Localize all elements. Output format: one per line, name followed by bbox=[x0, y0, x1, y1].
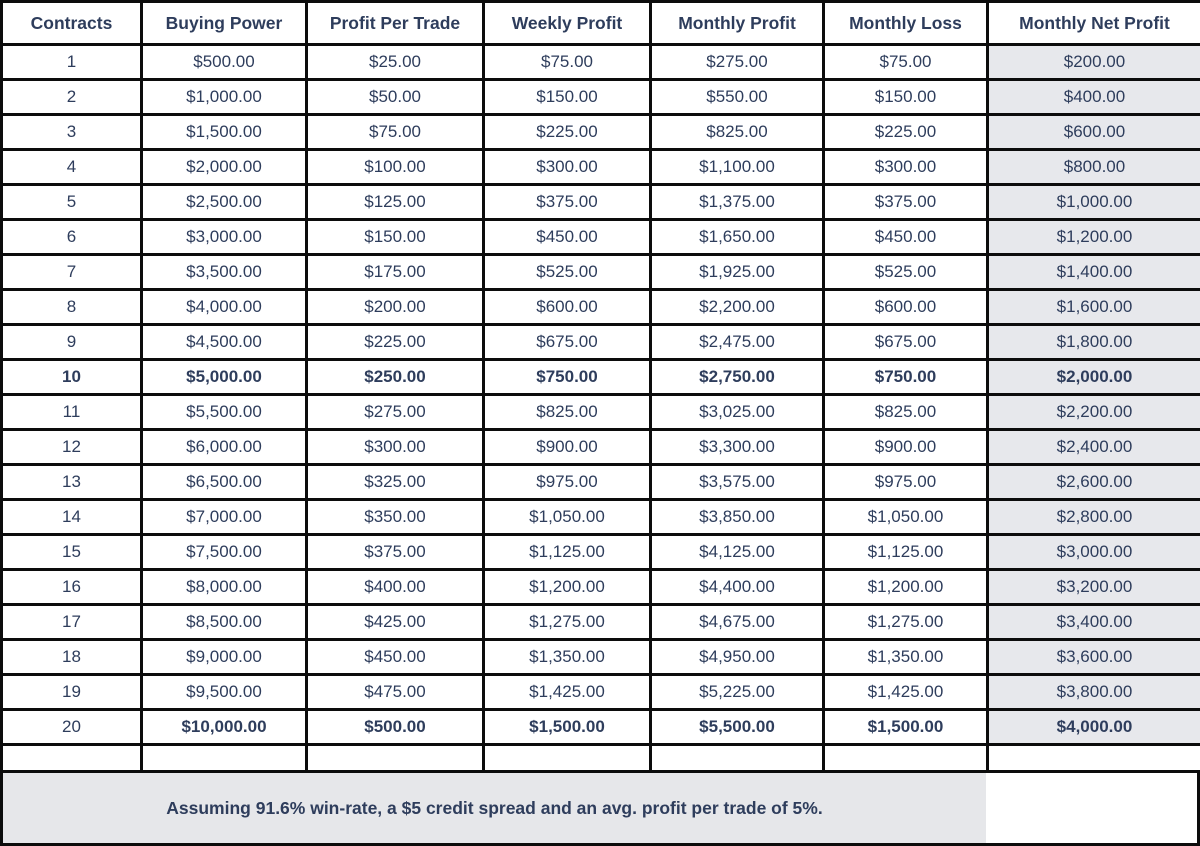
value-cell: $7,000.00 bbox=[142, 500, 307, 535]
value-cell: $225.00 bbox=[824, 115, 988, 150]
value-cell: $5,500.00 bbox=[651, 710, 824, 745]
value-cell: $1,050.00 bbox=[484, 500, 651, 535]
header-row bbox=[2, 2, 1200, 45]
value-cell: $1,275.00 bbox=[824, 605, 988, 640]
value-cell bbox=[651, 745, 824, 772]
value-cell: $975.00 bbox=[484, 465, 651, 500]
value-cell: $375.00 bbox=[484, 185, 651, 220]
value-cell: $825.00 bbox=[651, 115, 824, 150]
table-row bbox=[2, 570, 1200, 605]
value-cell: $2,500.00 bbox=[142, 185, 307, 220]
value-cell: $2,600.00 bbox=[988, 465, 1200, 500]
value-cell: $300.00 bbox=[307, 430, 484, 465]
table-row bbox=[2, 45, 1200, 80]
table-row bbox=[2, 395, 1200, 430]
value-cell: $1,125.00 bbox=[484, 535, 651, 570]
table-row bbox=[2, 115, 1200, 150]
contracts-cell: 18 bbox=[2, 640, 142, 675]
value-cell: $2,200.00 bbox=[651, 290, 824, 325]
value-cell: $3,000.00 bbox=[142, 220, 307, 255]
contracts-cell: 14 bbox=[2, 500, 142, 535]
contracts-cell: 5 bbox=[2, 185, 142, 220]
value-cell: $1,200.00 bbox=[484, 570, 651, 605]
value-cell: $375.00 bbox=[307, 535, 484, 570]
value-cell: $1,500.00 bbox=[824, 710, 988, 745]
value-cell: $325.00 bbox=[307, 465, 484, 500]
contracts-cell: 1 bbox=[2, 45, 142, 80]
value-cell: $3,500.00 bbox=[142, 255, 307, 290]
value-cell: $525.00 bbox=[484, 255, 651, 290]
value-cell: $4,500.00 bbox=[142, 325, 307, 360]
value-cell: $1,125.00 bbox=[824, 535, 988, 570]
value-cell: $800.00 bbox=[988, 150, 1200, 185]
value-cell: $200.00 bbox=[307, 290, 484, 325]
contracts-cell: 20 bbox=[2, 710, 142, 745]
value-cell: $375.00 bbox=[824, 185, 988, 220]
value-cell: $175.00 bbox=[307, 255, 484, 290]
value-cell: $1,425.00 bbox=[484, 675, 651, 710]
value-cell: $275.00 bbox=[307, 395, 484, 430]
value-cell: $1,275.00 bbox=[484, 605, 651, 640]
value-cell: $2,000.00 bbox=[142, 150, 307, 185]
contracts-cell: 7 bbox=[2, 255, 142, 290]
value-cell bbox=[142, 745, 307, 772]
value-cell: $2,750.00 bbox=[651, 360, 824, 395]
value-cell: $350.00 bbox=[307, 500, 484, 535]
value-cell: $3,300.00 bbox=[651, 430, 824, 465]
contracts-cell: 13 bbox=[2, 465, 142, 500]
value-cell: $825.00 bbox=[824, 395, 988, 430]
table-row bbox=[2, 220, 1200, 255]
value-cell: $825.00 bbox=[484, 395, 651, 430]
value-cell: $750.00 bbox=[484, 360, 651, 395]
value-cell: $500.00 bbox=[307, 710, 484, 745]
column-header: Monthly Net Profit bbox=[988, 2, 1200, 45]
value-cell: $1,425.00 bbox=[824, 675, 988, 710]
contracts-cell: 15 bbox=[2, 535, 142, 570]
value-cell: $4,950.00 bbox=[651, 640, 824, 675]
footer-row bbox=[0, 773, 1200, 846]
value-cell: $75.00 bbox=[824, 45, 988, 80]
column-header: Contracts bbox=[2, 2, 142, 45]
table-row bbox=[2, 605, 1200, 640]
value-cell: $900.00 bbox=[484, 430, 651, 465]
value-cell: $8,500.00 bbox=[142, 605, 307, 640]
value-cell: $5,500.00 bbox=[142, 395, 307, 430]
contracts-cell: 8 bbox=[2, 290, 142, 325]
value-cell: $2,475.00 bbox=[651, 325, 824, 360]
contracts-cell: 6 bbox=[2, 220, 142, 255]
value-cell: $3,850.00 bbox=[651, 500, 824, 535]
contracts-cell: 3 bbox=[2, 115, 142, 150]
value-cell: $2,800.00 bbox=[988, 500, 1200, 535]
table-row bbox=[2, 360, 1200, 395]
value-cell: $675.00 bbox=[484, 325, 651, 360]
value-cell: $1,800.00 bbox=[988, 325, 1200, 360]
value-cell bbox=[307, 745, 484, 772]
value-cell: $1,200.00 bbox=[988, 220, 1200, 255]
value-cell: $5,225.00 bbox=[651, 675, 824, 710]
value-cell: $275.00 bbox=[651, 45, 824, 80]
contracts-cell: 19 bbox=[2, 675, 142, 710]
value-cell: $75.00 bbox=[484, 45, 651, 80]
value-cell: $1,600.00 bbox=[988, 290, 1200, 325]
value-cell: $200.00 bbox=[988, 45, 1200, 80]
value-cell bbox=[484, 745, 651, 772]
value-cell: $600.00 bbox=[988, 115, 1200, 150]
value-cell: $600.00 bbox=[484, 290, 651, 325]
value-cell: $8,000.00 bbox=[142, 570, 307, 605]
value-cell: $150.00 bbox=[824, 80, 988, 115]
table-row bbox=[2, 535, 1200, 570]
contracts-cell: 9 bbox=[2, 325, 142, 360]
value-cell: $300.00 bbox=[824, 150, 988, 185]
footer-blank-cell bbox=[986, 773, 1197, 843]
value-cell: $3,000.00 bbox=[988, 535, 1200, 570]
value-cell: $2,200.00 bbox=[988, 395, 1200, 430]
value-cell: $1,100.00 bbox=[651, 150, 824, 185]
column-header: Profit Per Trade bbox=[307, 2, 484, 45]
footnote-cell bbox=[3, 773, 986, 843]
value-cell: $425.00 bbox=[307, 605, 484, 640]
value-cell: $300.00 bbox=[484, 150, 651, 185]
value-cell: $550.00 bbox=[651, 80, 824, 115]
value-cell: $25.00 bbox=[307, 45, 484, 80]
value-cell: $1,925.00 bbox=[651, 255, 824, 290]
spacer-row bbox=[2, 745, 1200, 772]
table-row bbox=[2, 640, 1200, 675]
value-cell: $500.00 bbox=[142, 45, 307, 80]
value-cell: $1,200.00 bbox=[824, 570, 988, 605]
value-cell: $3,800.00 bbox=[988, 675, 1200, 710]
value-cell: $1,500.00 bbox=[142, 115, 307, 150]
contracts-cell: 11 bbox=[2, 395, 142, 430]
table-row bbox=[2, 255, 1200, 290]
value-cell: $4,000.00 bbox=[988, 710, 1200, 745]
value-cell: $5,000.00 bbox=[142, 360, 307, 395]
column-header: Buying Power bbox=[142, 2, 307, 45]
table-row bbox=[2, 675, 1200, 710]
contracts-cell: 10 bbox=[2, 360, 142, 395]
value-cell: $1,650.00 bbox=[651, 220, 824, 255]
table-row bbox=[2, 80, 1200, 115]
value-cell: $250.00 bbox=[307, 360, 484, 395]
value-cell: $125.00 bbox=[307, 185, 484, 220]
table-row bbox=[2, 710, 1200, 745]
value-cell: $1,400.00 bbox=[988, 255, 1200, 290]
table-body bbox=[2, 45, 1200, 772]
value-cell: $225.00 bbox=[307, 325, 484, 360]
value-cell: $225.00 bbox=[484, 115, 651, 150]
value-cell: $9,000.00 bbox=[142, 640, 307, 675]
value-cell: $7,500.00 bbox=[142, 535, 307, 570]
value-cell: $475.00 bbox=[307, 675, 484, 710]
value-cell: $675.00 bbox=[824, 325, 988, 360]
value-cell: $450.00 bbox=[307, 640, 484, 675]
footnote-text: Assuming 91.6% win-rate, a $5 credit spread and an avg. profit per trade of 5%. bbox=[166, 797, 823, 818]
value-cell: $1,375.00 bbox=[651, 185, 824, 220]
table-row bbox=[2, 325, 1200, 360]
value-cell: $4,000.00 bbox=[142, 290, 307, 325]
table-row bbox=[2, 465, 1200, 500]
contracts-cell: 4 bbox=[2, 150, 142, 185]
value-cell: $1,350.00 bbox=[484, 640, 651, 675]
value-cell: $9,500.00 bbox=[142, 675, 307, 710]
value-cell: $2,400.00 bbox=[988, 430, 1200, 465]
value-cell: $750.00 bbox=[824, 360, 988, 395]
column-header: Weekly Profit bbox=[484, 2, 651, 45]
value-cell bbox=[824, 745, 988, 772]
value-cell: $3,600.00 bbox=[988, 640, 1200, 675]
value-cell: $525.00 bbox=[824, 255, 988, 290]
contracts-cell bbox=[2, 745, 142, 772]
contracts-cell: 16 bbox=[2, 570, 142, 605]
value-cell: $450.00 bbox=[824, 220, 988, 255]
table-row bbox=[2, 150, 1200, 185]
value-cell: $10,000.00 bbox=[142, 710, 307, 745]
table-row bbox=[2, 290, 1200, 325]
table-row bbox=[2, 430, 1200, 465]
value-cell: $150.00 bbox=[307, 220, 484, 255]
value-cell: $3,025.00 bbox=[651, 395, 824, 430]
value-cell: $6,000.00 bbox=[142, 430, 307, 465]
value-cell: $50.00 bbox=[307, 80, 484, 115]
value-cell: $1,000.00 bbox=[142, 80, 307, 115]
value-cell: $1,500.00 bbox=[484, 710, 651, 745]
value-cell: $75.00 bbox=[307, 115, 484, 150]
contracts-cell: 17 bbox=[2, 605, 142, 640]
value-cell: $600.00 bbox=[824, 290, 988, 325]
value-cell: $3,200.00 bbox=[988, 570, 1200, 605]
value-cell: $3,575.00 bbox=[651, 465, 824, 500]
value-cell: $100.00 bbox=[307, 150, 484, 185]
column-header: Monthly Profit bbox=[651, 2, 824, 45]
contracts-cell: 2 bbox=[2, 80, 142, 115]
table-row bbox=[2, 500, 1200, 535]
table-row bbox=[2, 185, 1200, 220]
value-cell: $450.00 bbox=[484, 220, 651, 255]
value-cell: $2,000.00 bbox=[988, 360, 1200, 395]
value-cell: $4,125.00 bbox=[651, 535, 824, 570]
value-cell: $1,000.00 bbox=[988, 185, 1200, 220]
value-cell: $900.00 bbox=[824, 430, 988, 465]
column-header: Monthly Loss bbox=[824, 2, 988, 45]
value-cell: $4,400.00 bbox=[651, 570, 824, 605]
value-cell: $400.00 bbox=[988, 80, 1200, 115]
contracts-cell: 12 bbox=[2, 430, 142, 465]
value-cell bbox=[988, 745, 1200, 772]
value-cell: $3,400.00 bbox=[988, 605, 1200, 640]
value-cell: $4,675.00 bbox=[651, 605, 824, 640]
value-cell: $1,050.00 bbox=[824, 500, 988, 535]
value-cell: $975.00 bbox=[824, 465, 988, 500]
value-cell: $150.00 bbox=[484, 80, 651, 115]
value-cell: $400.00 bbox=[307, 570, 484, 605]
value-cell: $6,500.00 bbox=[142, 465, 307, 500]
value-cell: $1,350.00 bbox=[824, 640, 988, 675]
